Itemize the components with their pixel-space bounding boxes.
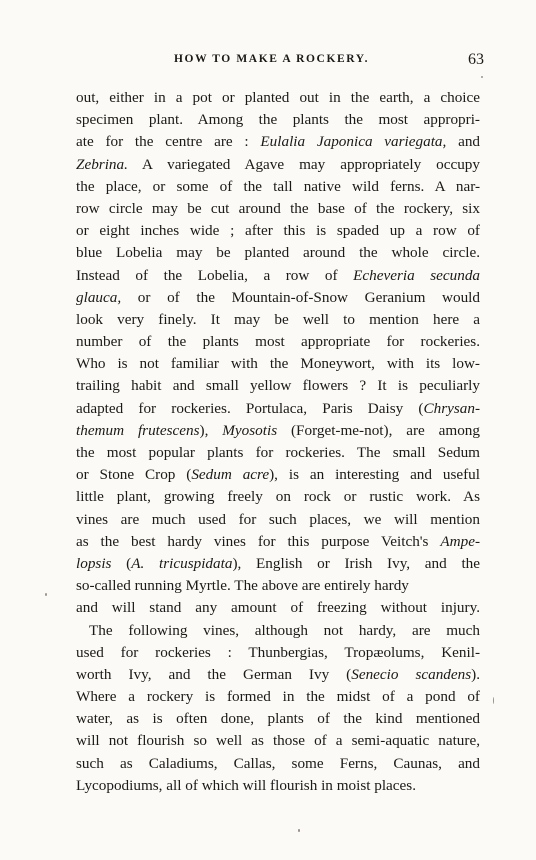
text-line: [76, 109, 480, 131]
text-run: Where a rockery is formed in the midst of a pond of: [76, 688, 480, 706]
text-line: [76, 620, 480, 642]
text-line: [76, 309, 480, 331]
text-run: Lycopodiums, all of which will flourish in moist places.: [76, 776, 416, 794]
text-line: [76, 464, 480, 486]
paper-speck: [493, 697, 494, 704]
text-line: [76, 531, 480, 553]
text-line: [76, 664, 480, 686]
text-run: The following vines, although not hardy, are much: [89, 621, 480, 639]
text-run: the most popular plants for rockeries. The small Sedum: [76, 444, 480, 461]
italic-text: Senecio scandens: [351, 665, 472, 683]
italic-text: Eulalia Japonica variegata,: [260, 133, 447, 151]
text-line: [76, 375, 480, 397]
text-run: look very finely. It may be well to mention here a: [76, 310, 480, 328]
text-line: [76, 597, 480, 619]
text-run: number of the plants most appropriate for rockeries.: [76, 333, 480, 351]
text-line: [76, 176, 480, 198]
italic-text: Myosotis: [222, 421, 278, 439]
text-run: vines are much used for such places, we will mention: [76, 510, 480, 528]
text-run: or of the Mountain-of-Snow Geranium would: [121, 288, 480, 306]
italic-text: Zebrina.: [76, 155, 128, 173]
text-run: such as Caladiums, Callas, some Ferns, Caunas, and: [76, 754, 480, 772]
text-line: [76, 553, 480, 575]
text-run: ).: [471, 665, 480, 683]
text-run: (Forget-me-not), are among: [277, 421, 480, 439]
text-run: out, either in a pot or planted out in the earth, a choice: [76, 89, 480, 106]
text-run: ),: [199, 421, 223, 439]
text-line: [76, 509, 480, 531]
text-run: and: [446, 133, 480, 151]
text-run: ate for the centre are :: [76, 133, 261, 151]
text-run: blue Lobelia may be planted around the whole circle.: [76, 244, 480, 262]
text-run: as the best hardy vines for this purpose Veitch's: [76, 532, 441, 550]
text-line: [76, 331, 480, 353]
text-line: [76, 642, 480, 664]
text-line: [76, 353, 480, 375]
text-line: [76, 686, 480, 708]
text-run: A variegated Agave may appropriately occupy: [127, 155, 480, 173]
italic-text: lopsis: [76, 554, 112, 572]
text-run: or eight inches wide ; after this is spaded up a row of: [76, 222, 480, 240]
running-title: HOW TO MAKE A ROCKERY.: [174, 53, 370, 65]
text-line: [76, 131, 480, 153]
italic-text: Sedum acre: [191, 466, 270, 484]
italic-text: themum frutescens: [76, 421, 200, 439]
text-line: [76, 242, 480, 264]
text-line: [76, 486, 480, 508]
text-run: so-called running Myrtle. The above are entirely hardy: [76, 577, 409, 595]
text-line: [76, 442, 480, 464]
italic-text: Chrysan-: [423, 399, 480, 417]
text-run: ), English or Irish Ivy, and the: [232, 554, 480, 572]
text-line: [76, 198, 480, 220]
text-run: worth Ivy, and the German Ivy (: [76, 665, 352, 683]
text-line: [76, 753, 480, 775]
text-line: [76, 775, 480, 797]
text-line: [76, 265, 480, 287]
text-run: the place, or some of the tall native wild ferns. A nar-: [76, 177, 480, 195]
text-run: or Stone Crop (: [76, 466, 192, 484]
text-run: ), is an interesting and useful: [269, 466, 480, 484]
paper-speck: [45, 593, 47, 596]
italic-text: A. tricuspidata: [131, 554, 233, 572]
text-line: [76, 730, 480, 752]
text-line: [76, 220, 480, 242]
text-run: Who is not familiar with the Moneywort, with its low-: [76, 355, 480, 373]
paper-speck: [298, 829, 300, 832]
text-line: [76, 87, 480, 109]
text-run: Instead of the Lobelia, a row of: [76, 266, 354, 284]
text-run: little plant, growing freely on rock or rustic work. As: [76, 488, 480, 506]
italic-text: Echeveria secunda: [353, 266, 480, 284]
body-text: [76, 87, 480, 797]
page-number: 63: [468, 51, 484, 68]
text-run: trailing habit and small yellow flowers ? It is peculiarly: [76, 377, 480, 395]
text-line: [76, 398, 480, 420]
italic-text: glauca,: [76, 288, 122, 306]
text-line: [76, 708, 480, 730]
running-head: [76, 53, 484, 73]
text-run: row circle may be cut around the base of the rockery, six: [76, 199, 480, 217]
text-line: [76, 287, 480, 309]
text-run: adapted for rockeries. Portulaca, Paris Daisy (: [76, 399, 424, 417]
text-run: specimen plant. Among the plants the most appropri-: [76, 111, 480, 129]
italic-text: Ampe-: [440, 532, 480, 550]
text-run: used for rockeries : Thunbergias, Tropæolums, Kenil-: [76, 643, 480, 661]
text-run: and will stand any amount of freezing without injury.: [76, 599, 480, 617]
text-line: [76, 420, 480, 442]
text-run: (: [111, 554, 132, 572]
text-line: [76, 575, 480, 597]
paper-speck: [481, 76, 483, 78]
text-run: will not flourish so well as those of a semi-aquatic nature,: [76, 732, 480, 750]
text-line: [76, 154, 480, 176]
text-run: water, as is often done, plants of the kind mentioned: [76, 710, 480, 728]
